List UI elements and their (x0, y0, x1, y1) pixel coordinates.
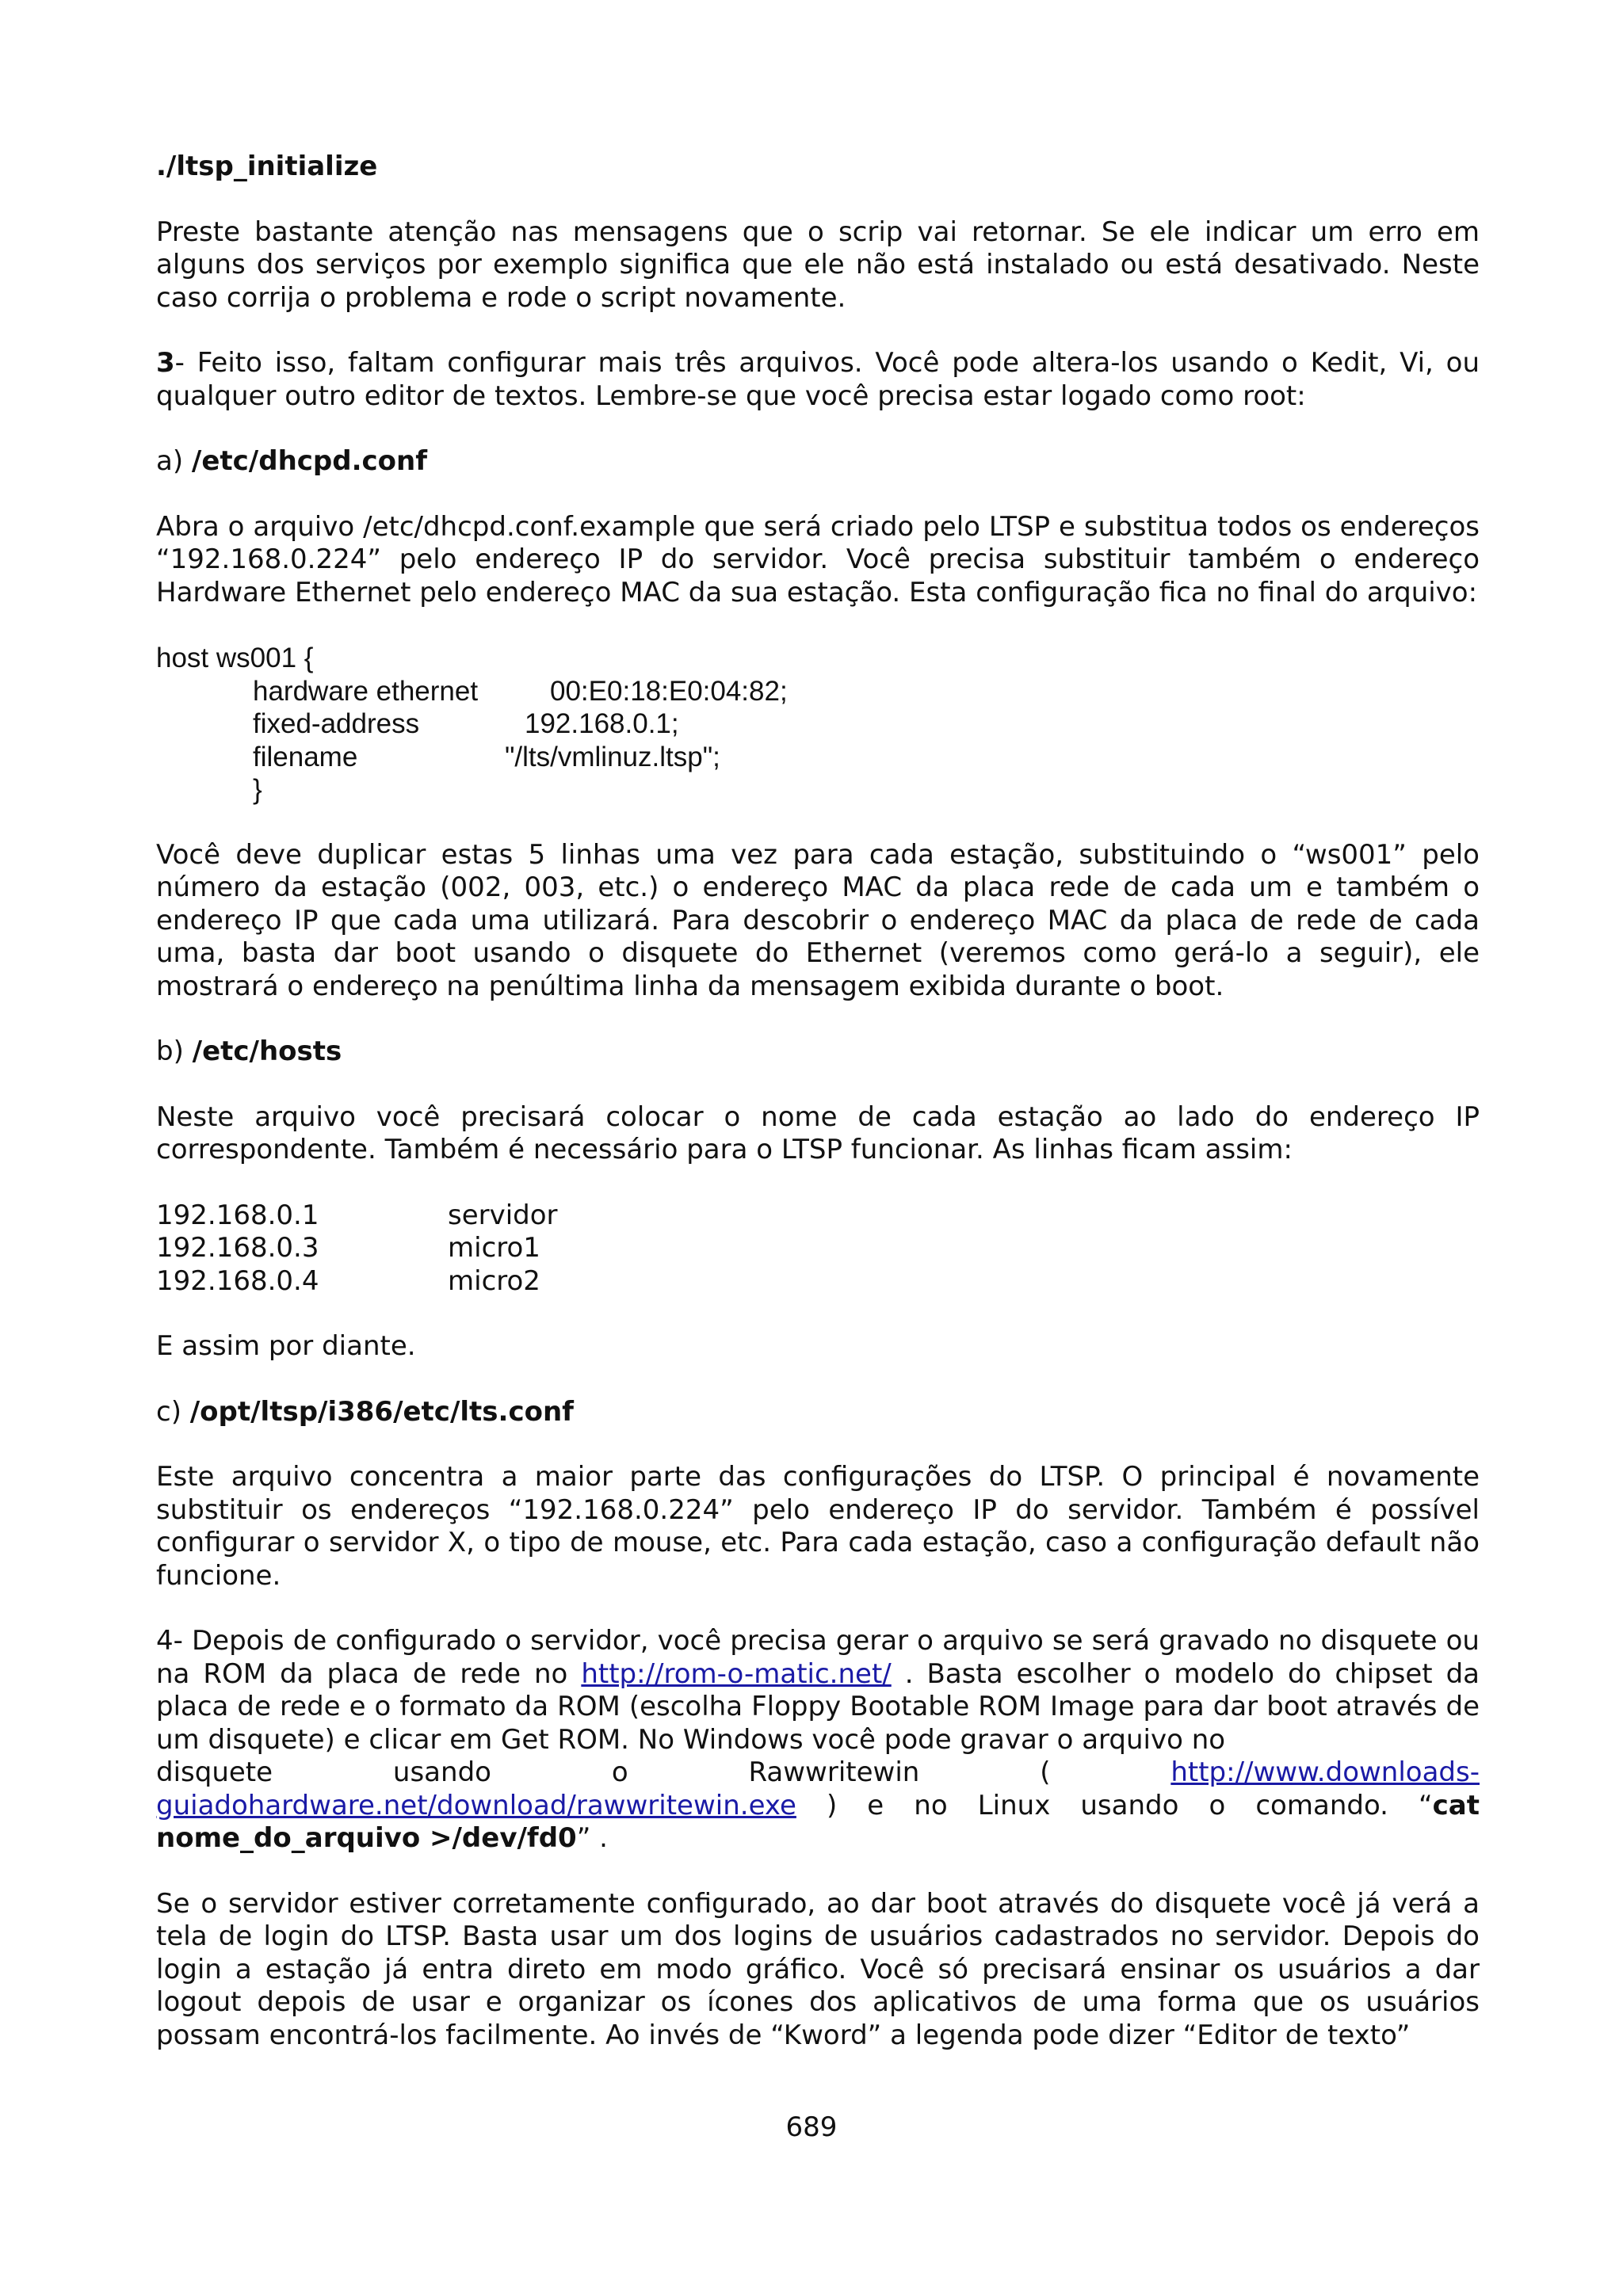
section-b-heading (156, 1035, 1480, 1069)
section-a-prefix: a) (156, 445, 192, 477)
command-heading: ./ltsp_initialize (156, 151, 378, 182)
paragraph-intro: Preste bastante atenção nas mensagens que o scrip vai retornar. Se ele indicar um erro em alguns dos serviços por exemplo significa que ele não está instalado ou está desativado. Neste caso corrija o problema e rode o script novamente. (156, 215, 1480, 314)
host-ip: 192.168.0.4 (156, 1264, 319, 1297)
page-number: 689 (785, 2111, 838, 2143)
code-open-line: host ws001 { (156, 643, 314, 673)
paragraph-lts-conf: Este arquivo concentra a maior parte das configurações do LTSP. O principal é novamente substituir os endereços “192.168.0.224” pelo endereço IP do servidor. Também é possível configurar o servidor X, o tipo de mouse, etc. Para cada estação, caso a configuração default não funcione. (156, 1461, 1480, 1592)
section-b-prefix: b) (156, 1035, 193, 1067)
step-4-text-a (156, 1625, 1480, 1756)
command-target: nome_do_arquivo >/dev/fd0 (156, 1822, 577, 1854)
rawwritewin-link-end[interactable]: guiadohardware.net/download/rawwritewin.exe (156, 1789, 796, 1821)
paragraph-final: Se o servidor estiver corretamente configurado, ao dar boot através do disquete você já verá a tela de login do LTSP. Basta usar um dos logins de usuários cadastrados no servidor. Depois do login a estação já entra direto em modo gráfico. Você só precisará ensinar os usuários a dar logout depois de usar e organizar os ícones dos aplicativos de uma forma que os usuários possam encontrá-los facilmente. Ao invés de “Kword” a legenda pode dizer “Editor de texto” (156, 1887, 1480, 2051)
step-4-word: usando (392, 1756, 491, 1788)
paragraph-hosts: Neste arquivo você precisará colocar o nome de cada estação ao lado do endereço IP correspondente. Também é necessário para o LTSP funcionar. As linhas ficam assim: (156, 1100, 1480, 1165)
step-3-paragraph (156, 347, 1480, 413)
step-4-spread-line (156, 1756, 1480, 1790)
section-c-heading (156, 1396, 1480, 1429)
dhcpd-code-block (156, 642, 1480, 807)
step-4-word: o (611, 1756, 628, 1788)
rom-o-matic-link[interactable]: http://rom-o-matic.net/ (581, 1657, 892, 1690)
section-c-prefix: c) (156, 1395, 190, 1428)
step-4-word: Rawwritewin (748, 1756, 920, 1788)
step-3-text: - Feito isso, faltam configurar mais três arquivos. Você pode altera-los usando o Kedit, Vi, ou qualquer outro editor de textos. Lembre-se que você precisa estar logado como root: (156, 347, 1480, 412)
step-4-part-1: 4- Depois de configurado o servidor, você precisa gerar o arquivo se será gravado no disquete ou na ROM da placa de rede no (156, 1625, 1480, 1690)
hosts-listing (156, 1199, 1480, 1299)
section-a-path: /etc/dhcpd.conf (191, 445, 428, 477)
document-page (156, 151, 1480, 2052)
step-4-part-3: ) e no Linux usando o comando. “ (796, 1789, 1433, 1821)
host-ip: 192.168.0.1 (156, 1199, 319, 1231)
paragraph-dhcpd: Abra o arquivo /etc/dhcpd.conf.example que será criado pelo LTSP e substitua todos os endereços “192.168.0.224” pelo endereço IP do servidor. Você precisa substituir também o endereço Hardware Ethernet pelo endereço MAC da sua estação. Esta configuração fica no final do arquivo: (156, 510, 1480, 608)
section-a-heading (156, 445, 1480, 479)
step-4-word: disquete (156, 1756, 273, 1788)
host-ip: 192.168.0.3 (156, 1232, 319, 1264)
hosts-row (156, 1199, 1480, 1233)
host-name: micro1 (448, 1232, 540, 1264)
code-close-line: } (253, 774, 262, 805)
host-name: micro2 (448, 1264, 540, 1297)
step-4-word: ( (1040, 1756, 1051, 1788)
step-4-paragraph (156, 1625, 1480, 1855)
paragraph-duplicate: Você deve duplicar estas 5 linhas uma vez para cada estação, substituindo o “ws001” pelo número da estação (002, 003, etc.) o endereço MAC da placa rede de cada um e também o endereço IP que cada uma utilizará. Para descobrir o endereço MAC da placa de rede de cada uma, basta dar boot usando o disquete do Ethernet (veremos como gerá-lo a seguir), ele mostrará o endereço na penúltima linha da mensagem exibida durante o boot. (156, 838, 1480, 1002)
step-3-number: 3 (156, 347, 175, 379)
code-val-hardware: 00:E0:18:E0:04:82; (550, 675, 788, 707)
command-cat: cat (1432, 1789, 1480, 1821)
code-key-hardware: hardware ethernet (253, 675, 479, 707)
code-line-filename (156, 741, 1480, 774)
step-4-part-4: ” . (576, 1822, 608, 1854)
code-line-address (156, 707, 1480, 741)
step-4-part-2: . Basta escolher o modelo do chipset da placa de rede e o formato da ROM (escolha Floppy Bootable ROM Image para dar boot através de um disquete) e clicar em Get ROM. No Windows você pode gravar o arquivo no (156, 1657, 1480, 1756)
code-key-address: fixed-address (253, 708, 420, 739)
step-4-command-line (156, 1790, 1480, 1823)
section-b-path: /etc/hosts (192, 1035, 342, 1067)
hosts-row (156, 1265, 1480, 1299)
hosts-row (156, 1232, 1480, 1265)
code-line-hardware (156, 675, 1480, 708)
step-4-command-end (156, 1822, 1480, 1855)
code-key-filename: filename (253, 741, 358, 772)
rawwritewin-link-start[interactable]: http://www.downloads- (1170, 1756, 1480, 1788)
code-val-address: 192.168.0.1; (525, 708, 679, 739)
host-name: servidor (448, 1199, 558, 1231)
section-c-path: /opt/ltsp/i386/etc/lts.conf (189, 1395, 574, 1428)
code-val-filename: "/lts/vmlinuz.ltsp"; (505, 741, 720, 772)
paragraph-and-so-on: E assim por diante. (156, 1330, 416, 1362)
